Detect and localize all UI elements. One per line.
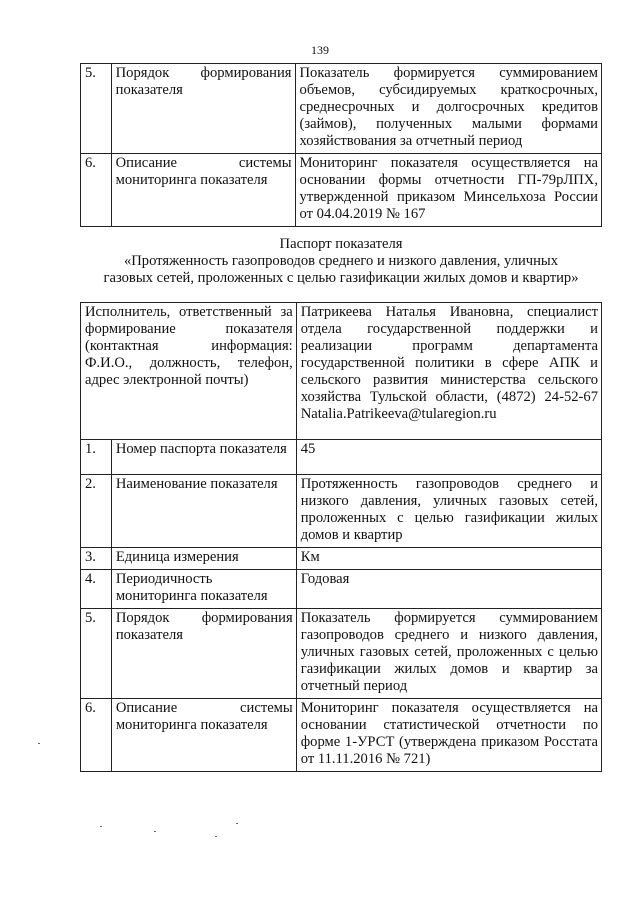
row-number: 5. <box>81 609 112 699</box>
scan-speck <box>38 743 40 744</box>
passport-heading <box>80 236 602 287</box>
table-row <box>81 609 602 699</box>
row-label: Описание системы мониторинга показателя <box>111 699 296 772</box>
row-number: 6. <box>81 699 112 772</box>
table-row <box>81 440 602 475</box>
row-label: Порядок формирования показателя <box>111 609 296 699</box>
row-number: 6. <box>81 154 112 227</box>
row-label: Описание системы мониторинга показателя <box>111 154 295 227</box>
row-number: 1. <box>81 440 112 475</box>
executor-label: Исполнитель, ответственный за формирование показателя (контактная информация: Ф.И.О., должность, телефон, адрес электронной почты) <box>81 303 297 440</box>
row-value: Годовая <box>296 570 601 609</box>
row-label: Наименование показателя <box>111 475 296 548</box>
row-number: 4. <box>81 570 112 609</box>
passport-subtitle-line: «Протяженность газопроводов среднего и низкого давления, уличных <box>123 253 559 269</box>
row-label: Периодичность мониторинга показателя <box>111 570 296 609</box>
scan-speck <box>100 826 102 827</box>
row-number: 3. <box>81 548 112 570</box>
table-row <box>81 548 602 570</box>
passport-title: Паспорт показателя <box>279 236 403 252</box>
executor-value: Патрикеева Наталья Ивановна, специалист отдела государственной поддержки и реализации программ департамента государственной политики в сфере АПК и сельского развития министерства сельского хозяйства Тульской области, (4872) 24-52-67 Natalia.Patrikeeva@tularegion.ru <box>296 303 601 440</box>
row-label: Единица измерения <box>111 548 296 570</box>
scan-speck <box>154 831 156 832</box>
table-row <box>81 64 602 154</box>
scan-speck <box>236 823 238 824</box>
table-row <box>81 699 602 772</box>
scan-speck <box>215 836 217 837</box>
table-row <box>81 475 602 548</box>
row-value: 45 <box>296 440 601 475</box>
previous-passport-table-continuation <box>80 63 602 227</box>
row-value: Мониторинг показателя осуществляется на основании формы отчетности ГП-79рЛПХ, утвержденной приказом Минсельхоза России от 04.04.2019 № 167 <box>295 154 601 227</box>
row-value: Мониторинг показателя осуществляется на основании статистической отчетности по форме 1-УРСТ (утверждена приказом Росстата от 11.11.2016 № 721) <box>296 699 601 772</box>
executor-row <box>81 303 602 440</box>
row-value: Показатель формируется суммированием газопроводов среднего и низкого давления, уличных газовых сетей, проложенных с целью газификации жилых домов и квартир за отчетный период <box>296 609 601 699</box>
row-label: Номер паспорта показателя <box>111 440 296 475</box>
row-value: Показатель формируется суммированием объемов, субсидируемых краткосрочных, среднесрочных и долгосрочных кредитов (займов), полученных малыми формами хозяйствования за отчетный период <box>295 64 601 154</box>
passport-subtitle-line: газовых сетей, проложенных с целью газификации жилых домов и квартир» <box>103 270 579 286</box>
passport-table <box>80 302 602 772</box>
row-value: Протяженность газопроводов среднего и низкого давления, уличных газовых сетей, проложенных с целью газификации жилых домов и квартир <box>296 475 601 548</box>
page-number: 139 <box>311 43 329 57</box>
row-number: 5. <box>81 64 112 154</box>
row-value: Км <box>296 548 601 570</box>
table-row <box>81 154 602 227</box>
row-label: Порядок формирования показателя <box>111 64 295 154</box>
row-number: 2. <box>81 475 112 548</box>
table-row <box>81 570 602 609</box>
